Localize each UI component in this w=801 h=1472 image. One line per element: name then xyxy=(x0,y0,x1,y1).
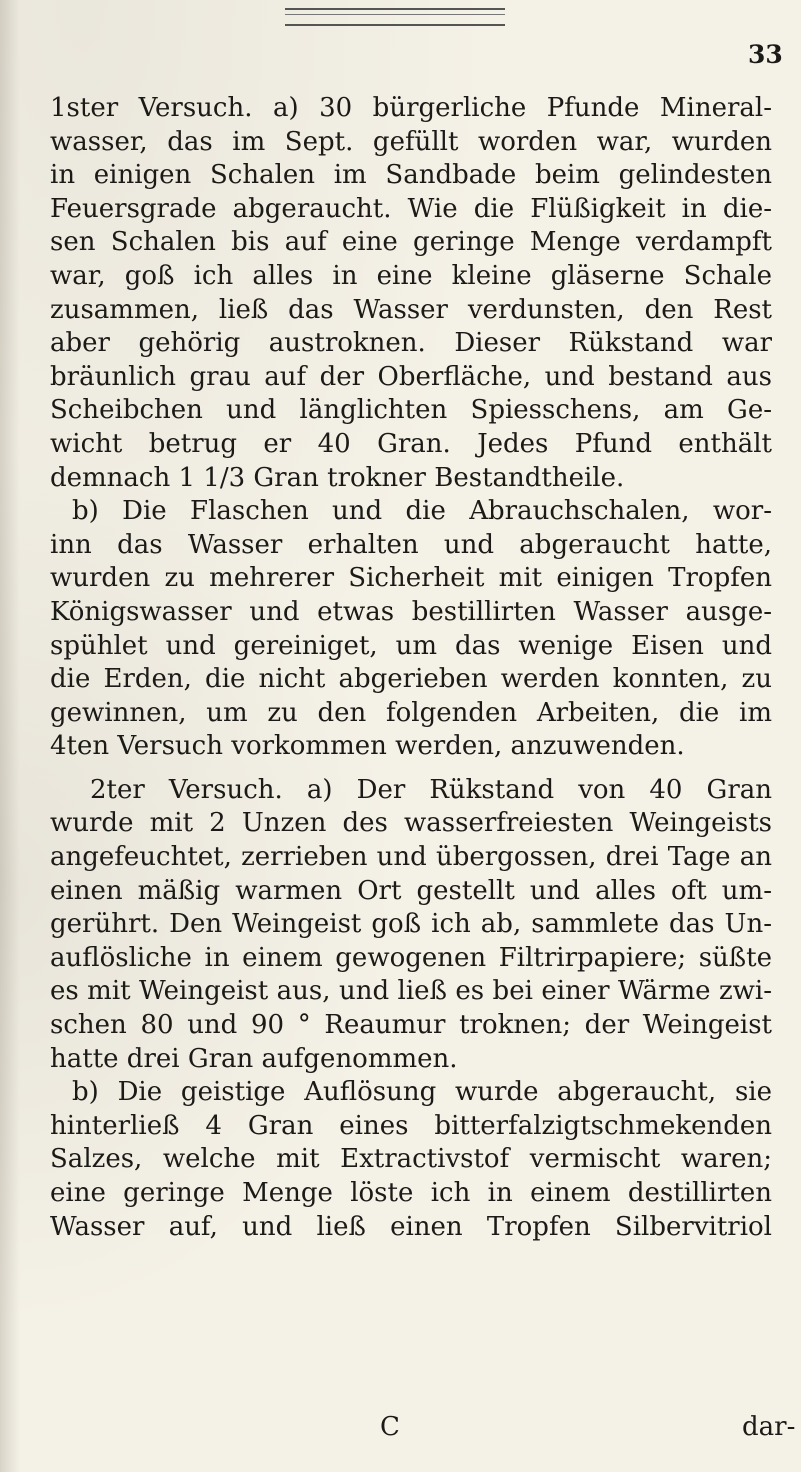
text-line: inn das Wasser erhalten und abgeraucht hatte, xyxy=(50,529,772,560)
text-line: in einigen Schalen im Sandbade beim gelindesten xyxy=(50,160,772,191)
text-line: gewinnen, um zu den folgenden Arbeiten, die im xyxy=(50,697,772,728)
text-line: 1ster Versuch. a) 30 bürgerliche Pfunde Mineral- xyxy=(50,93,772,123)
text-line: Wasser auf, und ließ einen Tropfen Silbervitriol xyxy=(50,1211,772,1242)
text-line: die Erden, die nicht abgerieben werden konnten, zu xyxy=(50,664,772,695)
text-line: war, goß ich alles in eine kleine gläserne Schale xyxy=(50,260,772,291)
text-line: auflösliche in einem gewogenen Filtrirpapiere; süßte xyxy=(50,942,772,973)
text-line: bräunlich grau auf der Oberfläche, und bestand aus xyxy=(50,361,772,392)
text-line: 2ter Versuch. a) Der Rükstand von 40 Gran xyxy=(90,774,772,805)
text-line: wicht betrug er 40 Gran. Jedes Pfund enthält xyxy=(50,428,772,459)
text-line: Salzes, welche mit Extractivstof vermischt waren; xyxy=(50,1144,772,1175)
text-line: einen mäßig warmen Ort gestellt und alles oft um- xyxy=(50,875,772,906)
text-line: hinterließ 4 Gran eines bitterfalzigtschmekenden xyxy=(50,1110,772,1141)
text-line: 4ten Versuch vorkommen werden, anzuwenden. xyxy=(50,731,685,762)
body-text xyxy=(50,92,772,1244)
page-edge-shadow xyxy=(0,0,20,1472)
signature-mark: C xyxy=(380,1412,400,1442)
text-line: Feuersgrade abgeraucht. Wie die Flüßigkeit in die- xyxy=(50,193,772,224)
text-line: hatte drei Gran aufgenommen. xyxy=(50,1043,458,1074)
text-line: wasser, das im Sept. gefüllt worden war, wurden xyxy=(50,126,772,157)
text-line: b) Die geistige Auflösung wurde abgeraucht, sie xyxy=(72,1077,772,1108)
text-line: wurde mit 2 Unzen des wasserfreiesten Weingeists xyxy=(50,808,772,839)
text-line: angefeuchtet, zerrieben und übergossen, drei Tage an xyxy=(50,842,772,873)
text-line: es mit Weingeist aus, und ließ es bei einer Wärme zwi- xyxy=(50,976,772,1007)
text-line: wurden zu mehrerer Sicherheit mit einigen Tropfen xyxy=(50,563,772,594)
catchword: dar- xyxy=(742,1412,796,1442)
text-line: spühlet und gereiniget, um das wenige Eisen und xyxy=(50,630,772,661)
text-line: aber gehörig austroknen. Dieser Rükstand war xyxy=(50,328,772,359)
header-rule xyxy=(285,8,505,26)
text-line: gerührt. Den Weingeist goß ich ab, sammlete das Un- xyxy=(50,909,772,940)
text-line: eine geringe Menge löste ich in einem destillirten xyxy=(50,1178,772,1208)
text-line: Scheibchen und länglichten Spiesschens, am Ge- xyxy=(50,395,772,426)
text-line: demnach 1 1/3 Gran trokner Bestandtheile. xyxy=(50,462,625,493)
text-line: zusammen, ließ das Wasser verdunsten, den Rest xyxy=(50,294,772,325)
page-number: 33 xyxy=(748,40,783,69)
text-line: sen Schalen bis auf eine geringe Menge verdampft xyxy=(50,227,772,258)
text-line: schen 80 und 90 ° Reaumur troknen; der Weingeist xyxy=(50,1010,772,1041)
text-line: Königswasser und etwas bestillirten Wasser ausge- xyxy=(50,596,772,627)
text-line: b) Die Flaschen und die Abrauchschalen, wor- xyxy=(72,496,772,527)
